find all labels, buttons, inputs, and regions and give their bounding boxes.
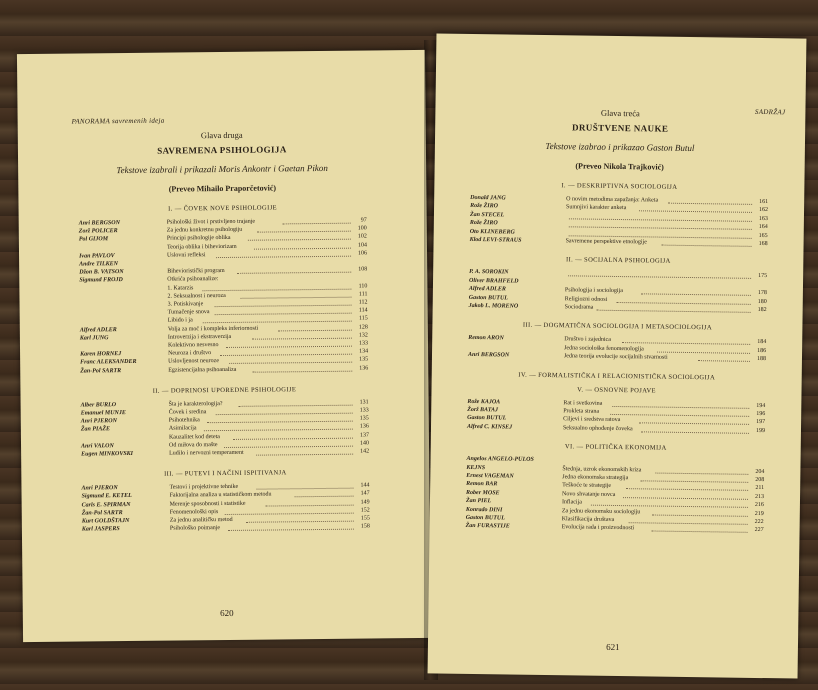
- entry-title: Otkrića psihoanalize:: [167, 276, 219, 283]
- toc-entry: [81, 448, 369, 458]
- entry-page: 164: [758, 224, 768, 231]
- running-head: SADRŽAJ: [754, 107, 786, 117]
- entry-title: Volja za moć i kompleks inferiornosti: [167, 325, 259, 333]
- entry-title: Jedna ekonomska strategija: [562, 474, 629, 482]
- entry-title: Fenomenološki opis: [169, 508, 219, 516]
- entry-page: 213: [755, 493, 765, 500]
- entry-page: 158: [360, 523, 370, 530]
- entry-author: Oliver BRAHFELD: [468, 277, 519, 285]
- entry-page: 115: [358, 315, 368, 322]
- dot-leader: [245, 516, 354, 523]
- entry-page: 222: [754, 518, 764, 526]
- entry-title: Ludilo i nervozni temperament: [169, 449, 244, 457]
- entry-page: 197: [756, 419, 766, 426]
- entry-page: 204: [755, 468, 765, 475]
- entry-author: Rože ŽIRO: [470, 203, 498, 210]
- entry-author: Žan-Pol SARTR: [81, 509, 123, 517]
- entry-title: Od miłova do mašte: [169, 441, 218, 449]
- entry-page: 199: [755, 427, 766, 434]
- section-heading: II. — DOPRINOSI UPOREDNE PSIHOLOGIJE: [152, 386, 297, 395]
- entry-title: Principi psihologije oblika: [166, 235, 231, 242]
- entry-title: Psihološki život i prstivljeno trajanje: [166, 218, 256, 226]
- entry-page: 227: [754, 527, 764, 534]
- dot-leader: [237, 267, 351, 274]
- entry-title: Teorija oblika i biheviorizam: [166, 243, 237, 251]
- dot-leader: [252, 365, 352, 372]
- entry-page: 162: [759, 207, 769, 214]
- dot-leader: [657, 346, 750, 353]
- dot-leader: [597, 305, 751, 313]
- dot-leader: [613, 401, 750, 409]
- dot-leader: [622, 337, 750, 345]
- entry-page: 135: [359, 415, 369, 422]
- dot-leader: [652, 526, 748, 533]
- entry-title: Ciljevi i sredstva ratova: [563, 416, 621, 424]
- entry-author: Rože ŽIRO: [469, 220, 498, 227]
- dot-leader: [214, 308, 352, 315]
- entry-title: Jedna sociološka fenomenologija: [564, 345, 644, 353]
- entry-page: 112: [358, 299, 368, 306]
- entry-page: 165: [758, 232, 768, 239]
- entry-author: Ivan PAVLOV: [79, 252, 115, 260]
- dot-leader: [202, 283, 351, 291]
- entry-page: 108: [358, 266, 368, 273]
- page-number: 621: [606, 641, 620, 653]
- entry-author: Klod LEVI-STRAUS: [469, 236, 522, 244]
- entry-page: 208: [755, 476, 765, 484]
- entry-author: Carls E. SPIRMAN: [81, 501, 131, 509]
- dot-leader: [214, 300, 352, 307]
- chapter-title: DRUŠTVENE NAUKE: [571, 122, 669, 134]
- dot-leader: [294, 491, 353, 498]
- entry-title: 1. Katarzis: [167, 284, 194, 292]
- entry-title: Sociodrama: [564, 304, 594, 311]
- entry-author: Gaston BUTUL: [467, 415, 507, 422]
- entry-page: 104: [357, 242, 367, 249]
- chapter-label: Glava treća: [600, 107, 640, 119]
- entry-title: Psihotehnika: [168, 417, 200, 424]
- entry-author: Andre TILKEN: [79, 261, 119, 268]
- entry-page: 136: [359, 423, 369, 430]
- dot-leader: [655, 467, 748, 474]
- dot-leader: [661, 240, 751, 247]
- entry-author: Zorž POLICER: [78, 228, 118, 235]
- dot-leader: [233, 432, 353, 439]
- entry-author: Oto KLINEBERG: [469, 228, 515, 236]
- entry-page: 168: [758, 240, 768, 248]
- entry-title: Savremene perspektive etnologije: [565, 238, 647, 246]
- entry-page: 133: [358, 340, 369, 347]
- entry-title: Tumačenje snova: [167, 309, 210, 316]
- entry-page: 184: [757, 339, 767, 346]
- entry-title: Neuroza i društvo: [168, 350, 212, 357]
- entry-title: Introverzija i ekstraverzija: [167, 333, 232, 341]
- entry-author: Eugen MINKOVSKI: [81, 450, 134, 458]
- chapter-label: Glava druga: [200, 129, 243, 141]
- entry-title: Klasifikacija društava: [561, 516, 615, 523]
- chapter-title: SAVREMENA PSIHOLOGIJA: [157, 144, 287, 156]
- entry-page: 194: [756, 402, 766, 409]
- dot-leader: [569, 222, 752, 231]
- entry-author: Alfred ADLER: [79, 326, 117, 334]
- entry-author: Alfred C. KINSEJ: [466, 423, 513, 431]
- entry-title: Testovi i projektivne tehnike: [169, 484, 239, 491]
- section-heading: IV. — FORMALISTIČKA I RELACIONISTIČKA SOCIOLOGIJA: [518, 371, 716, 381]
- entry-title: Evolucija rada i proizvodnosti: [561, 524, 635, 532]
- entry-title: Seksualno ophođenje čoveka: [562, 425, 633, 433]
- entry-title: Bihevioristički program: [167, 268, 225, 275]
- entry-author: Žan PIEL: [465, 498, 492, 505]
- running-head: PANORAMA savremenih ideja: [71, 116, 165, 126]
- dot-leader: [226, 341, 352, 348]
- entry-author: Angelos ANGELO-PULOS: [466, 456, 534, 464]
- entry-author: Anri PJERON: [80, 418, 118, 425]
- entry-page: 102: [357, 233, 367, 240]
- dot-leader: [569, 230, 752, 239]
- entry-page: 128: [358, 324, 368, 331]
- entry-author: Anri PJERON: [81, 485, 118, 492]
- entry-page: 97: [360, 217, 367, 224]
- entry-author: Gaston BUTUL: [468, 294, 509, 302]
- section-heading: I. — DESKRIPTIVNA SOCIOLOGIJA: [561, 182, 678, 191]
- entry-page: 155: [360, 515, 370, 522]
- entry-author: Anri VALON: [81, 442, 114, 450]
- section-subheading: V. — OSNOVNE POJAVE: [577, 386, 657, 395]
- entry-author: Kurt GOLDŠTAJN: [81, 518, 130, 525]
- dot-leader: [252, 332, 352, 339]
- entry-title: 3. Potiskivanje: [167, 301, 204, 308]
- dot-leader: [265, 499, 353, 506]
- left-page: [17, 50, 431, 642]
- entry-author: Rože KAJOA: [467, 398, 501, 405]
- entry-page: 140: [359, 440, 370, 447]
- entry-author: Žan FURASTIJE: [465, 523, 510, 530]
- entry-author: Jakob L. MORENO: [468, 302, 519, 310]
- dot-leader: [641, 426, 749, 434]
- entry-author: P. A. SOROKIN: [469, 269, 509, 276]
- entry-author: Remon ARON: [468, 335, 504, 342]
- editors-line: Tekstove izabrali i prikazali Moris Ankontr i Gaetan Pikon: [116, 162, 328, 176]
- dot-leader: [623, 492, 748, 500]
- dot-leader: [204, 424, 353, 432]
- entry-page: 100: [357, 225, 367, 232]
- entry-title: Za jednu analitičku metod: [169, 516, 233, 524]
- entry-author: Karl JUNG: [79, 335, 109, 342]
- entry-title: Uslovni refleksi: [167, 251, 206, 259]
- toc-entry: [82, 524, 370, 534]
- dot-leader: [257, 226, 351, 233]
- entry-title: Egzistencijalna psihoanaliza: [168, 366, 237, 374]
- entry-page: 211: [755, 485, 765, 492]
- entry-page: 136: [359, 365, 369, 372]
- entry-page: 196: [756, 410, 766, 418]
- entry-title: Sumnjivi karakter anketa: [566, 204, 627, 212]
- entry-page: 106: [358, 250, 368, 257]
- entry-author: Anri BERGSON: [467, 352, 510, 359]
- entry-page: 149: [360, 499, 370, 506]
- dot-leader: [257, 483, 354, 490]
- entry-title: Uslovljenost neuroze: [168, 358, 220, 365]
- dot-leader: [610, 409, 750, 417]
- entry-author: Karl JASPERS: [81, 526, 120, 533]
- dot-leader: [652, 509, 748, 516]
- entry-author: Remon BAR: [466, 481, 498, 488]
- entry-author: Karen HORNEJ: [80, 351, 122, 358]
- entry-title: Šta je karakterologija?: [168, 400, 223, 408]
- entry-title: O novim metodima zapažanja: Anketa: [566, 196, 659, 204]
- entry-author: Donald JANG: [470, 194, 506, 202]
- dot-leader: [228, 524, 354, 531]
- entry-title: Teškoće te strategije: [562, 482, 612, 490]
- entry-page: 188: [756, 356, 767, 363]
- section-heading: III. — PUTEVI I NAČINI ISPITIVANJA: [164, 469, 287, 478]
- dot-leader: [207, 416, 353, 424]
- entry-page: 147: [360, 490, 370, 497]
- section-heading: III. — DOGMATIČNA SOCIOLOGIJA I METASOCIOLOGIJA: [522, 322, 712, 332]
- entry-title: Asimilacija: [168, 425, 197, 432]
- entry-title: Religiozni odnosi: [564, 295, 608, 303]
- entry-page: 135: [359, 356, 369, 363]
- entry-author: Emanuel MUNJE: [80, 410, 126, 417]
- entry-author: Sigmund FROJD: [79, 277, 123, 284]
- entry-author: Konrado DINI: [465, 506, 503, 514]
- entry-author: Sigmund E. KETEL: [81, 493, 132, 500]
- dot-leader: [248, 234, 351, 241]
- entry-title: Štednja, uzrok ekonomskih kriza: [562, 465, 642, 473]
- entry-page: 114: [358, 307, 368, 314]
- entry-title: Merenje sposobnosti i statistike: [169, 500, 246, 508]
- toc-entry: [80, 365, 368, 375]
- entry-author: Džon B. VATSON: [79, 269, 124, 276]
- dot-leader: [229, 357, 352, 364]
- entry-author: Alber BURLO: [80, 401, 117, 409]
- entry-page: 219: [754, 510, 764, 517]
- entry-page: 178: [757, 290, 767, 297]
- dot-leader: [225, 507, 354, 514]
- entry-author: Gaston BUTUL: [465, 514, 505, 522]
- dot-leader: [591, 500, 748, 508]
- entry-page: 180: [757, 298, 767, 305]
- entry-author: Rober MOSE: [466, 489, 500, 497]
- dot-leader: [639, 418, 750, 426]
- dot-leader: [569, 213, 752, 222]
- entry-author: Žorž BATAJ: [467, 406, 499, 414]
- entry-page: 182: [757, 306, 767, 314]
- editors-line: Tekstove izabrao i prikazao Gaston Butul: [545, 140, 695, 154]
- entry-title: Psihologija i sociologija: [564, 287, 623, 295]
- dot-leader: [256, 449, 353, 456]
- translator-line: (Preveo Mihailo Praporčetović): [168, 183, 277, 194]
- dot-leader: [640, 289, 751, 297]
- dot-leader: [224, 440, 353, 447]
- entry-author: KEJNS: [466, 464, 486, 471]
- entry-title: Kauzalitet kod deteta: [168, 433, 220, 441]
- dot-leader: [216, 250, 351, 257]
- entry-page: 163: [758, 215, 768, 222]
- right-page: [428, 33, 807, 678]
- entry-author: Žan-Pol SARTR: [80, 367, 122, 375]
- entry-page: 133: [359, 407, 369, 414]
- dot-leader: [626, 484, 748, 492]
- entry-title: Jedna teorija evolucije socijalnih stvarnosti: [563, 353, 668, 361]
- dot-leader: [203, 316, 352, 324]
- entry-title: Kolektivno nesvesno: [167, 342, 219, 349]
- section-heading: II. — SOCIJALNA PSIHOLOGIJA: [565, 256, 671, 266]
- entry-title: Libido i ja: [167, 317, 193, 324]
- entry-page: 144: [360, 482, 370, 489]
- entry-title: Inflacija: [561, 499, 582, 506]
- entry-page: 134: [359, 348, 369, 355]
- entry-author: Alfred ADLER: [468, 286, 506, 293]
- entry-title: Čovek i sredina: [168, 409, 207, 416]
- dot-leader: [641, 475, 749, 483]
- dot-leader: [617, 297, 751, 305]
- entry-author: Pol GIJOM: [78, 236, 109, 243]
- entry-author: Anri BERGSON: [78, 220, 120, 227]
- entry-title: 2. Seksualnost i neuroza: [167, 292, 226, 300]
- entry-title: Rat i svetkovina: [563, 399, 603, 407]
- dot-leader: [668, 198, 752, 205]
- entry-page: 131: [359, 399, 369, 406]
- entry-page: 137: [359, 432, 369, 439]
- entry-author: Franc ALEKSANDER: [80, 359, 137, 366]
- entry-author: Žan PIAŽE: [80, 426, 111, 433]
- dot-leader: [220, 349, 352, 356]
- entry-page: 186: [757, 347, 767, 354]
- dot-leader: [283, 218, 351, 225]
- dot-leader: [697, 355, 750, 362]
- entry-title: Faktorijalna analiza u statističkom metodu: [169, 491, 272, 499]
- dot-leader: [240, 291, 351, 298]
- dot-leader: [254, 242, 351, 249]
- entry-page: 132: [358, 332, 368, 339]
- entry-page: 161: [759, 198, 769, 206]
- entry-author: Žan STECEL: [469, 211, 505, 219]
- entry-page: 111: [358, 291, 368, 298]
- entry-page: 142: [360, 448, 370, 455]
- dot-leader: [639, 206, 752, 214]
- page-number: 620: [219, 607, 234, 619]
- section-heading: VI. — POLITIČKA EKONOMIJA: [564, 443, 667, 452]
- dot-leader: [278, 324, 352, 331]
- dot-leader: [215, 408, 353, 415]
- entry-page: 152: [360, 507, 370, 514]
- entry-author: Ernest VAGEMAN: [466, 472, 514, 480]
- entry-page: 110: [358, 283, 368, 290]
- entry-title: Za jednu ekonomsku sociologiju: [561, 507, 641, 515]
- dot-leader: [628, 517, 747, 525]
- dot-leader: [238, 399, 352, 406]
- entry-title: Društvo i zajednica: [564, 336, 611, 344]
- dot-leader: [568, 271, 751, 280]
- section-heading: I. — ČOVEK NOVE PSIHOLOGIJE: [168, 204, 278, 213]
- entry-page: 175: [758, 273, 768, 280]
- entry-title: Psihološko poimanje: [169, 525, 221, 532]
- entry-page: 216: [754, 502, 764, 509]
- translator-line: (Preveo Nikola Trajković): [575, 161, 664, 172]
- entry-title: Novo shvatanje novca: [562, 491, 616, 498]
- entry-title: Prokleta strana: [563, 408, 600, 415]
- entry-title: Za jednu konkretnu psihologiju: [166, 226, 243, 234]
